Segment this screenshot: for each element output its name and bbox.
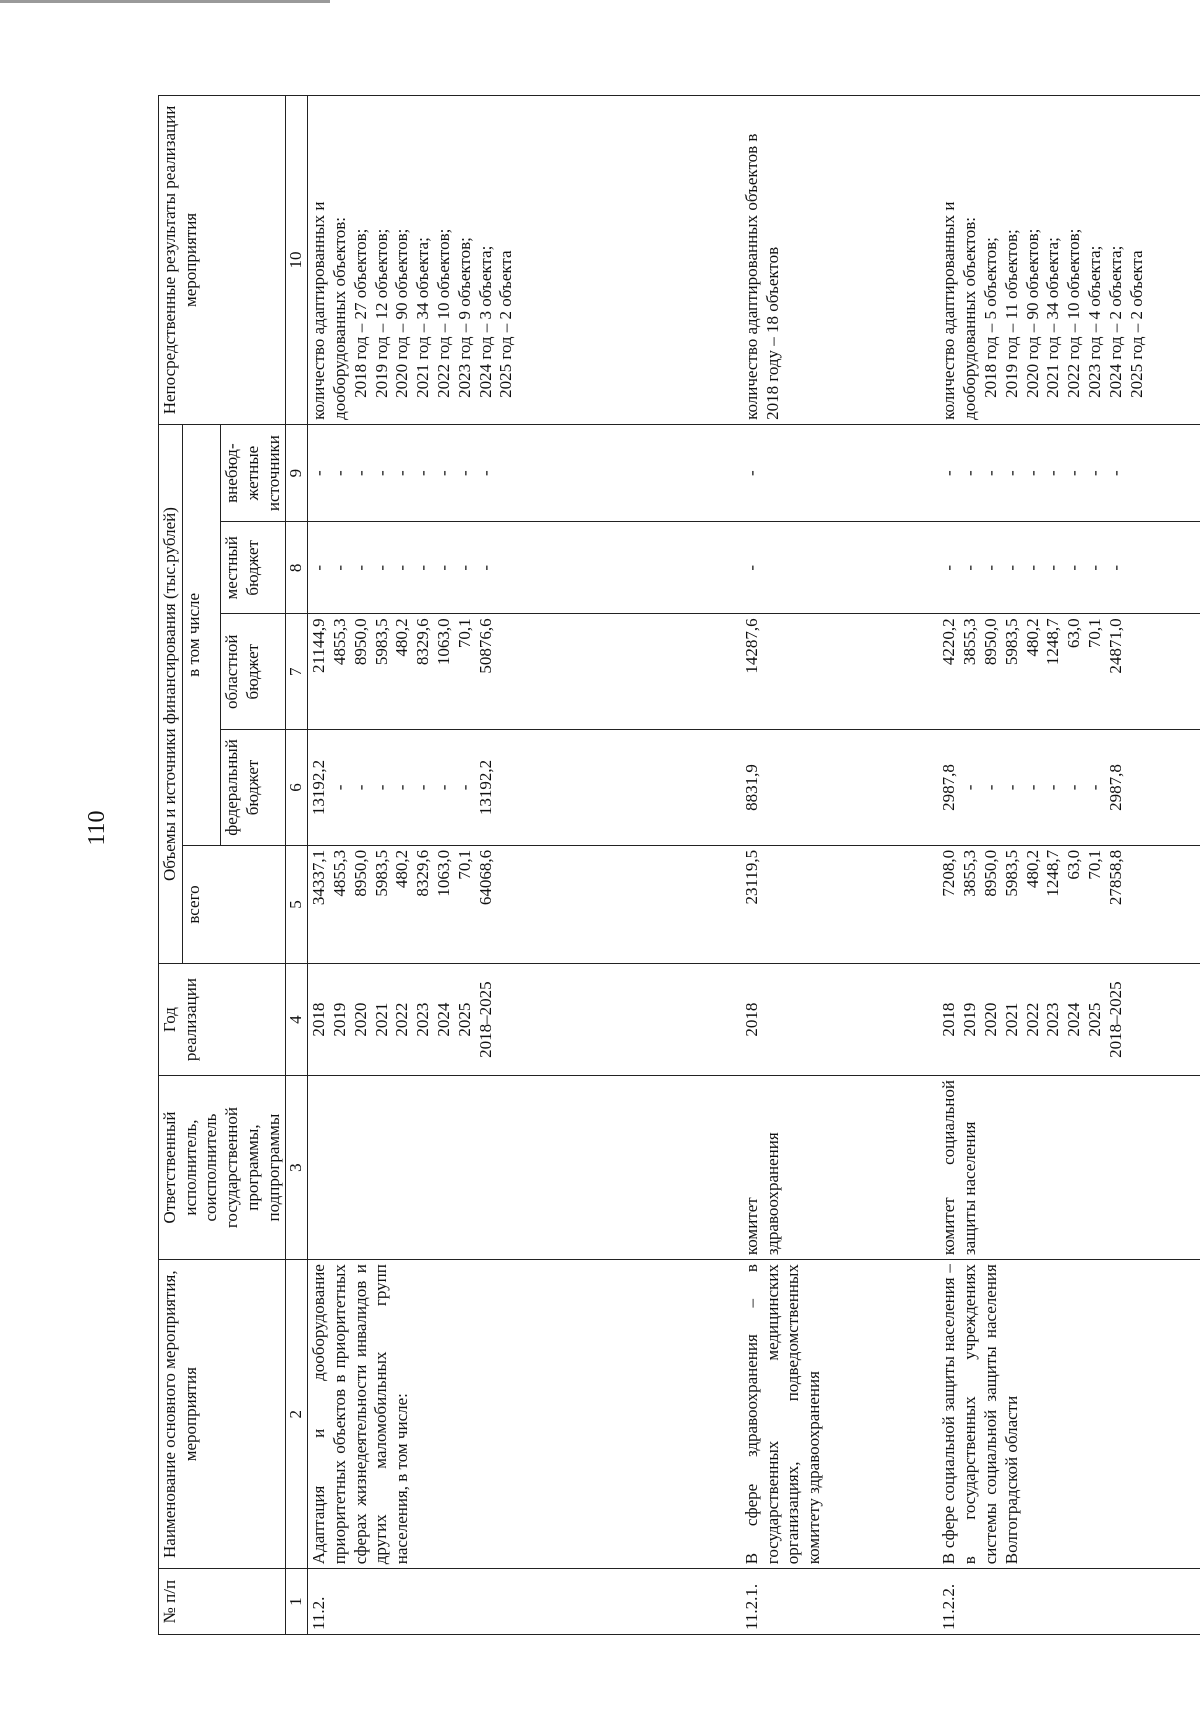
extra-cell: - (350, 470, 370, 476)
year-cell: 2018–2025 (1105, 981, 1125, 1058)
column-number: 4 (286, 964, 308, 1076)
column-number: 1 (286, 1569, 308, 1635)
extra-cell: - (413, 470, 433, 476)
year-cell: 2024 (1064, 1002, 1084, 1037)
federal-cell: - (960, 784, 980, 791)
gap-cell (900, 96, 938, 425)
local-cell: - (1022, 565, 1042, 571)
regional-cell: 5983,5 (1001, 618, 1021, 666)
row-number: 11.2. (308, 1569, 703, 1635)
federal-cell: 13192,2 (475, 759, 495, 816)
total-cell: 63,0 (1064, 849, 1084, 880)
local-cell: - (939, 565, 959, 571)
header-federal: федеральный бюджет (221, 730, 286, 846)
result-line: 2022 год – 10 объектов; (433, 228, 453, 398)
year-cell: 2019 (960, 1002, 980, 1037)
table-body (308, 96, 1200, 1635)
regional-cell: 70,1 (1084, 618, 1104, 649)
local-cell: - (454, 565, 474, 571)
extra-cell: - (960, 470, 980, 476)
extra-cell: - (1084, 470, 1104, 476)
extra-cell: - (1043, 470, 1063, 476)
year-cell: 2018 (741, 1002, 761, 1037)
federal-cell: - (1001, 784, 1021, 791)
extra-cell: - (309, 470, 329, 476)
extra-cell: - (980, 470, 1000, 476)
header-results: Непосредственные результаты реализации мероприятия (159, 96, 286, 425)
federal-cell: - (1084, 784, 1104, 791)
column-years (741, 964, 901, 1076)
gap-cell (703, 1260, 741, 1569)
year-cell: 2022 (392, 1002, 412, 1037)
gap-cell (900, 522, 938, 614)
column-number: 7 (286, 614, 308, 730)
column-extra (741, 424, 901, 521)
federal-cell: - (392, 784, 412, 791)
regional-cell: 14287,6 (741, 618, 761, 674)
header-regional: областной бюджет (221, 614, 286, 730)
result-line: 2019 год – 11 объектов; (1001, 229, 1021, 398)
result-line: 2022 год – 10 объектов; (1064, 228, 1084, 398)
executor: комитет здравоохранения (741, 1076, 901, 1260)
column-years (308, 964, 703, 1076)
regional-cell: 480,2 (1022, 618, 1042, 657)
total-cell: 1063,0 (433, 849, 453, 897)
total-cell: 34337,1 (309, 849, 329, 906)
local-cell: - (741, 565, 761, 571)
regional-cell: 480,2 (392, 618, 412, 657)
executor: комитет социальной защиты населения (938, 1076, 1200, 1260)
result-line: 2025 год – 2 объекта (1126, 250, 1146, 398)
regional-cell: 8950,0 (980, 618, 1000, 666)
result-line: количество адаптированных объектов в 2018 году – 18 объектов (741, 133, 782, 420)
header-funding-group: Объемы и источники финансирования (тыс.рублей) (159, 424, 183, 963)
column-number: 6 (286, 730, 308, 846)
column-number: 2 (286, 1260, 308, 1569)
gap-cell (900, 614, 938, 730)
federal-cell: - (433, 784, 453, 791)
row-gap (703, 96, 741, 1635)
header-local: местный бюджет (221, 522, 286, 614)
result-line: 2018 год – 27 объектов; (350, 228, 370, 398)
result-line: 2023 год – 4 объекта; (1084, 245, 1104, 398)
federal-cell: 13192,2 (309, 759, 329, 816)
extra-cell: - (1064, 470, 1084, 476)
federal-cell: - (1022, 784, 1042, 791)
extra-cell: - (741, 470, 761, 476)
local-cell: - (980, 565, 1000, 571)
header-num: № п/п (159, 1569, 286, 1635)
regional-cell: 8950,0 (350, 618, 370, 666)
total-cell: 5983,5 (371, 849, 391, 897)
year-cell: 2019 (329, 1002, 349, 1037)
total-cell: 7208,0 (939, 849, 959, 897)
regional-cell: 5983,5 (371, 618, 391, 666)
extra-cell: - (939, 470, 959, 476)
total-cell: 1248,7 (1043, 849, 1063, 897)
gap-cell (703, 96, 741, 425)
gap-cell (703, 730, 741, 846)
extra-cell: - (1022, 470, 1042, 476)
column-total (308, 845, 703, 963)
year-cell: 2024 (433, 1002, 453, 1037)
funding-table (158, 95, 1200, 1635)
local-cell: - (1105, 565, 1125, 571)
column-total (741, 845, 901, 963)
column-regional (741, 614, 901, 730)
measure-name: В сфере социальной защиты населения – в государственных учреждениях системы социальной защиты населения Волгоградской области (938, 1260, 1200, 1569)
year-cell: 2021 (371, 1002, 391, 1037)
regional-cell: 8329,6 (413, 618, 433, 666)
total-cell: 23119,5 (741, 849, 761, 905)
total-cell: 70,1 (454, 849, 474, 880)
local-cell: - (413, 565, 433, 571)
column-number: 10 (286, 96, 308, 425)
regional-cell: 50876,6 (475, 618, 495, 674)
year-cell: 2018 (309, 1002, 329, 1037)
extra-cell: - (392, 470, 412, 476)
gap-cell (703, 614, 741, 730)
local-cell: - (1064, 565, 1084, 571)
measure-name: В сфере здравоохранения – в государственных медицинских организациях, подведомственных комитету здравоохранения (741, 1260, 901, 1569)
result-line: 2025 год – 2 объекта (496, 250, 516, 398)
column-years (938, 964, 1200, 1076)
total-cell: 480,2 (1022, 849, 1042, 889)
column-number: 3 (286, 1076, 308, 1260)
extra-cell: - (1001, 470, 1021, 476)
year-cell: 2021 (1001, 1002, 1021, 1037)
result-line: количество адаптированных и дооборудованных объектов: (939, 201, 980, 420)
gap-cell (900, 424, 938, 521)
column-regional (308, 614, 703, 730)
total-cell: 64068,6 (475, 849, 495, 906)
result-line: 2019 год – 12 объектов; (371, 228, 391, 398)
header-incl: в том числе (182, 424, 220, 845)
column-total (938, 845, 1200, 963)
federal-cell: - (1064, 784, 1084, 791)
local-cell: - (1084, 565, 1104, 571)
federal-cell: 2987,8 (1105, 764, 1125, 811)
row-number: 11.2.1. (741, 1569, 901, 1635)
federal-cell: - (329, 784, 349, 791)
local-cell: - (1001, 565, 1021, 571)
column-extra (938, 424, 1200, 521)
result-line: 2020 год – 90 объектов; (392, 228, 412, 398)
scan-edge-line (0, 0, 330, 3)
gap-cell (900, 964, 938, 1076)
results-cell (308, 96, 703, 425)
page-number: 110 (84, 810, 110, 846)
federal-cell: - (350, 784, 370, 791)
header-executor: Ответственный исполнитель, соисполнитель государственной программы, подпрограммы (159, 1076, 286, 1260)
row-gap (900, 96, 938, 1635)
federal-cell: 8831,9 (741, 764, 761, 811)
total-cell: 3855,3 (960, 849, 980, 897)
gap-cell (703, 845, 741, 963)
extra-cell: - (1105, 470, 1125, 476)
total-cell: 8950,0 (980, 849, 1000, 897)
year-cell: 2020 (350, 1002, 370, 1037)
year-cell: 2020 (980, 1002, 1000, 1037)
header-total: всего (182, 845, 286, 963)
gap-cell (900, 1569, 938, 1635)
result-line: 2024 год – 3 объекта; (475, 245, 495, 398)
regional-cell: 70,1 (454, 618, 474, 649)
regional-cell: 24871,0 (1105, 618, 1125, 674)
federal-cell: 2987,8 (939, 764, 959, 811)
header-name: Наименование основного мероприятия, мероприятия (159, 1260, 286, 1569)
federal-cell: - (980, 784, 1000, 791)
gap-cell (703, 424, 741, 521)
total-cell: 5983,5 (1001, 849, 1021, 897)
extra-cell: - (371, 470, 391, 476)
local-cell: - (309, 565, 329, 571)
federal-cell: - (454, 784, 474, 791)
column-number: 5 (286, 845, 308, 963)
column-number: 8 (286, 522, 308, 614)
extra-cell: - (475, 470, 495, 476)
header-extra: внебюд-жетные источники (221, 424, 286, 521)
year-cell: 2022 (1022, 1002, 1042, 1037)
column-local (741, 522, 901, 614)
local-cell: - (1043, 565, 1063, 571)
table-row (308, 96, 703, 1635)
local-cell: - (433, 565, 453, 571)
year-cell: 2023 (1043, 1002, 1063, 1037)
gap-cell (900, 1260, 938, 1569)
federal-cell: - (413, 784, 433, 791)
result-line: 2018 год – 5 объектов; (980, 237, 1000, 398)
total-cell: 8950,0 (350, 849, 370, 897)
column-federal (741, 730, 901, 846)
row-number: 11.2.2. (938, 1569, 1200, 1635)
regional-cell: 63,0 (1064, 618, 1084, 649)
gap-cell (900, 845, 938, 963)
regional-cell: 21144,9 (309, 618, 329, 673)
local-cell: - (960, 565, 980, 571)
extra-cell: - (329, 470, 349, 476)
column-number: 9 (286, 424, 308, 521)
year-cell: 2023 (413, 1002, 433, 1037)
extra-cell: - (454, 470, 474, 476)
local-cell: - (329, 565, 349, 571)
regional-cell: 1063,0 (433, 618, 453, 666)
column-federal (308, 730, 703, 846)
results-cell (938, 96, 1200, 425)
local-cell: - (350, 565, 370, 571)
header-year: Год реализации (159, 964, 286, 1076)
year-cell: 2025 (454, 1002, 474, 1037)
year-cell: 2025 (1084, 1002, 1104, 1037)
total-cell: 70,1 (1084, 849, 1104, 880)
local-cell: - (475, 565, 495, 571)
total-cell: 27858,8 (1105, 849, 1125, 906)
result-line: 2021 год – 34 объекта; (413, 237, 433, 398)
regional-cell: 4855,3 (329, 618, 349, 666)
year-cell: 2018 (939, 1002, 959, 1037)
local-cell: - (392, 565, 412, 571)
gap-cell (703, 964, 741, 1076)
regional-cell: 3855,3 (960, 618, 980, 666)
regional-cell: 1248,7 (1043, 618, 1063, 666)
gap-cell (900, 730, 938, 846)
result-line: 2023 год – 9 объектов; (454, 237, 474, 398)
table-row (741, 96, 901, 1635)
results-cell (741, 96, 901, 425)
total-cell: 8329,6 (413, 849, 433, 897)
result-line: количество адаптированных и дооборудованных объектов: (309, 201, 349, 420)
gap-cell (703, 1076, 741, 1260)
total-cell: 4855,3 (329, 849, 349, 897)
result-line: 2021 год – 34 объекта; (1043, 237, 1063, 398)
gap-cell (703, 522, 741, 614)
column-local (308, 522, 703, 614)
federal-cell: - (371, 784, 391, 791)
federal-cell: - (1043, 784, 1063, 791)
regional-cell: 4220,2 (939, 618, 959, 666)
total-cell: 480,2 (392, 849, 412, 889)
result-line: 2024 год – 2 объекта; (1105, 245, 1125, 398)
result-line: 2020 год – 90 объектов; (1022, 228, 1042, 398)
column-regional (938, 614, 1200, 730)
gap-cell (900, 1076, 938, 1260)
gap-cell (703, 1569, 741, 1635)
executor (308, 1076, 703, 1260)
local-cell: - (371, 565, 391, 571)
table-row (938, 96, 1200, 1635)
column-federal (938, 730, 1200, 846)
year-cell: 2018–2025 (475, 981, 495, 1058)
extra-cell: - (433, 470, 453, 476)
measure-name: Адаптация и дооборудование приоритетных объектов в приоритетных сферах жизнедеятельности инвалидов и других маломобильных групп населения, в том числе: (308, 1260, 703, 1569)
column-extra (308, 424, 703, 521)
column-local (938, 522, 1200, 614)
